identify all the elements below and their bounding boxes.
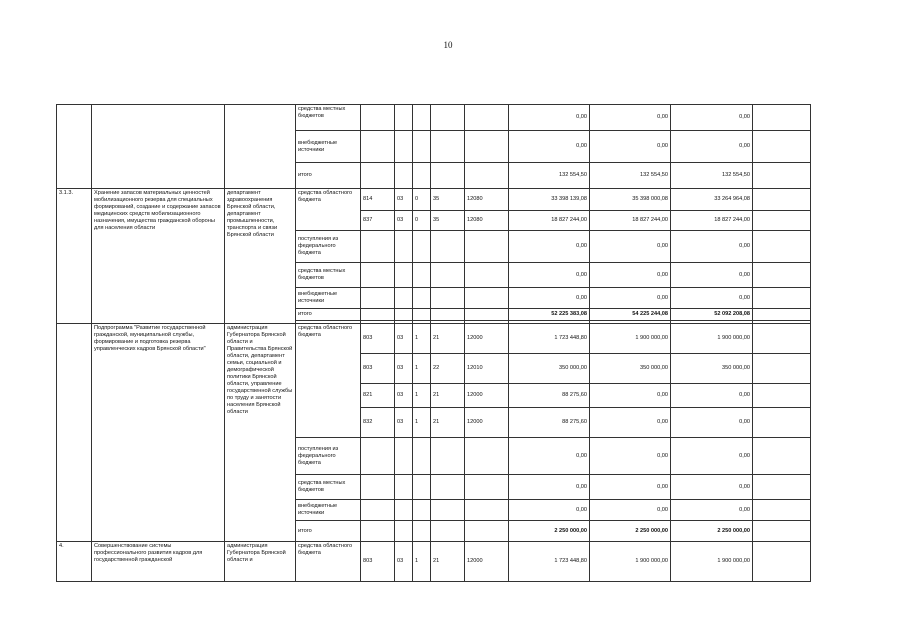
amount-2019: 132 554,50 xyxy=(509,163,590,189)
amount-2021: 0,00 xyxy=(671,384,753,408)
amount-2020: 18 827 244,00 xyxy=(590,211,671,231)
code-cell: 03 xyxy=(395,542,413,582)
amount-2020: 2 250 000,00 xyxy=(590,521,671,542)
code-cell: 803 xyxy=(361,324,395,354)
table-row xyxy=(57,189,811,211)
code-cell: 21 xyxy=(431,384,465,408)
amount-2020: 0,00 xyxy=(590,131,671,163)
code-cell: 832 xyxy=(361,408,395,438)
amount-2020: 0,00 xyxy=(590,475,671,500)
name-cell: Хранение запасов материальных ценностей мобилизационного резерва для специальных формирований, создание и содержание запасов медицинских средств мобилизационного назначения, имущества гражданской обороны для населения области xyxy=(92,189,225,324)
name-cell xyxy=(92,105,225,189)
amount-2020: 0,00 xyxy=(590,438,671,475)
amount-2019: 33 398 139,08 xyxy=(509,189,590,211)
amount-2020: 35 398 000,08 xyxy=(590,189,671,211)
amount-2021: 0,00 xyxy=(671,105,753,131)
code-cell: 03 xyxy=(395,408,413,438)
code-cell: 1 xyxy=(413,408,431,438)
executor-cell xyxy=(225,105,296,189)
budget-table xyxy=(56,104,811,582)
amount-2021: 0,00 xyxy=(671,231,753,263)
amount-2020: 0,00 xyxy=(590,384,671,408)
code-cell: 803 xyxy=(361,542,395,582)
table-row xyxy=(57,542,811,582)
code-cell: 21 xyxy=(431,324,465,354)
code-cell: 12000 xyxy=(465,384,509,408)
code-cell: 35 xyxy=(431,211,465,231)
code-cell: 12000 xyxy=(465,324,509,354)
amount-2019: 52 225 383,08 xyxy=(509,309,590,321)
amount-2020: 1 900 000,00 xyxy=(590,324,671,354)
amount-2020: 350 000,00 xyxy=(590,354,671,384)
amount-2020: 0,00 xyxy=(590,288,671,309)
amount-2020: 0,00 xyxy=(590,263,671,288)
executor-cell: администрация Губернатора Брянской области и xyxy=(225,542,296,582)
source-cell: поступления из федерального бюджета xyxy=(296,231,361,263)
code-cell: 03 xyxy=(395,211,413,231)
code-cell: 814 xyxy=(361,189,395,211)
amount-2020: 0,00 xyxy=(590,408,671,438)
code-cell: 35 xyxy=(431,189,465,211)
executor-cell: администрация Губернатора Брянской области и Правительства Брянской области, департамент семьи, социальной и демографической политики Брянской области, управление государственной службы по труду и занятости населения Брянской области xyxy=(225,324,296,542)
page-number: 10 xyxy=(443,40,453,50)
executor-cell: департамент здравоохранения Брянской области, департамент промышленности, транспорта и связи Брянской области xyxy=(225,189,296,324)
code-cell: 03 xyxy=(395,384,413,408)
code-cell: 21 xyxy=(431,408,465,438)
amount-2021: 18 827 244,00 xyxy=(671,211,753,231)
source-cell: поступления из федерального бюджета xyxy=(296,438,361,475)
code-cell: 837 xyxy=(361,211,395,231)
source-cell: итого xyxy=(296,521,361,542)
amount-2020: 1 900 000,00 xyxy=(590,542,671,582)
amount-2021: 350 000,00 xyxy=(671,354,753,384)
code-cell: 12000 xyxy=(465,542,509,582)
source-cell: средства местных бюджетов xyxy=(296,263,361,288)
amount-2021: 0,00 xyxy=(671,408,753,438)
amount-2021: 33 264 964,08 xyxy=(671,189,753,211)
source-cell: итого xyxy=(296,163,361,189)
amount-2021: 132 554,50 xyxy=(671,163,753,189)
source-cell: средства областного бюджета xyxy=(296,324,361,438)
amount-2021: 52 092 208,08 xyxy=(671,309,753,321)
code-cell: 1 xyxy=(413,384,431,408)
amount-2021: 0,00 xyxy=(671,500,753,521)
num-cell xyxy=(57,324,92,542)
code-cell: 03 xyxy=(395,324,413,354)
code-cell: 1 xyxy=(413,542,431,582)
source-cell: внебюджетные источники xyxy=(296,131,361,163)
amount-2021: 2 250 000,00 xyxy=(671,521,753,542)
amount-2019: 0,00 xyxy=(509,288,590,309)
source-cell: средства областного бюджета xyxy=(296,189,361,231)
name-cell: Совершенствование системы профессионального развития кадров для государственной гражданской xyxy=(92,542,225,582)
amount-2019: 0,00 xyxy=(509,475,590,500)
amount-2019: 0,00 xyxy=(509,263,590,288)
code-cell: 03 xyxy=(395,189,413,211)
amount-2020: 54 225 244,08 xyxy=(590,309,671,321)
source-cell: средства областного бюджета xyxy=(296,542,361,582)
name-cell: Подпрограмма "Развитие государственной гражданской, муниципальной службы, формирование и подготовка резерва управленческих кадров Брянской области" xyxy=(92,324,225,542)
code-cell: 0 xyxy=(413,189,431,211)
amount-2021: 0,00 xyxy=(671,438,753,475)
amount-2019: 18 827 244,00 xyxy=(509,211,590,231)
amount-2021: 0,00 xyxy=(671,131,753,163)
code-cell: 03 xyxy=(395,354,413,384)
source-cell: внебюджетные источники xyxy=(296,500,361,521)
amount-2019: 0,00 xyxy=(509,438,590,475)
amount-2020: 132 554,50 xyxy=(590,163,671,189)
num-cell xyxy=(57,105,92,189)
code-cell: 803 xyxy=(361,354,395,384)
code-cell: 12080 xyxy=(465,211,509,231)
code-cell: 12080 xyxy=(465,189,509,211)
amount-2020: 0,00 xyxy=(590,500,671,521)
amount-2019: 0,00 xyxy=(509,231,590,263)
amount-2021: 0,00 xyxy=(671,475,753,500)
code-cell: 1 xyxy=(413,354,431,384)
code-cell: 0 xyxy=(413,211,431,231)
amount-2019: 2 250 000,00 xyxy=(509,521,590,542)
amount-2019: 0,00 xyxy=(509,500,590,521)
source-cell: итого xyxy=(296,309,361,321)
table-row xyxy=(57,324,811,354)
code-cell: 12010 xyxy=(465,354,509,384)
amount-2020: 0,00 xyxy=(590,105,671,131)
num-cell: 3.1.3. xyxy=(57,189,92,324)
code-cell: 821 xyxy=(361,384,395,408)
amount-2019: 1 723 448,80 xyxy=(509,324,590,354)
code-cell: 22 xyxy=(431,354,465,384)
amount-2019: 0,00 xyxy=(509,105,590,131)
num-cell: 4. xyxy=(57,542,92,582)
table-row xyxy=(57,105,811,131)
amount-2019: 0,00 xyxy=(509,131,590,163)
source-cell: средства местных бюджетов xyxy=(296,105,361,131)
amount-2021: 0,00 xyxy=(671,263,753,288)
amount-2021: 1 900 000,00 xyxy=(671,542,753,582)
source-cell: внебюджетные источники xyxy=(296,288,361,309)
code-cell: 21 xyxy=(431,542,465,582)
source-cell: средства местных бюджетов xyxy=(296,475,361,500)
code-cell: 1 xyxy=(413,324,431,354)
code-cell: 12000 xyxy=(465,408,509,438)
amount-2021: 1 900 000,00 xyxy=(671,324,753,354)
amount-2019: 1 723 448,80 xyxy=(509,542,590,582)
amount-2021: 0,00 xyxy=(671,288,753,309)
amount-2019: 88 275,60 xyxy=(509,384,590,408)
amount-2019: 88 275,60 xyxy=(509,408,590,438)
amount-2019: 350 000,00 xyxy=(509,354,590,384)
amount-2020: 0,00 xyxy=(590,231,671,263)
